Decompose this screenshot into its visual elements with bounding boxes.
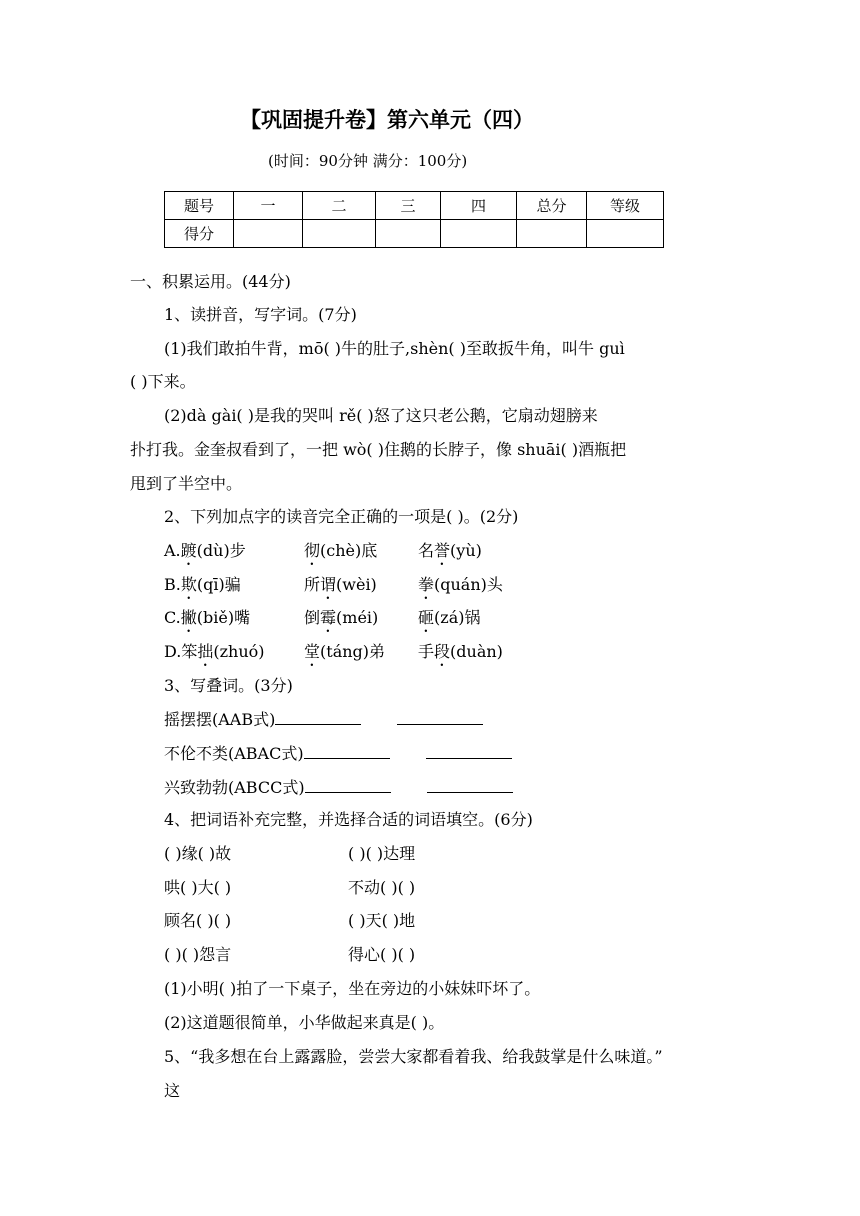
idiom-row — [164, 843, 415, 865]
header-cell: 四 — [441, 192, 517, 220]
question-1-part2-line3: 甩到了半空中。 — [130, 474, 243, 493]
reduplication-label: 不伦不类(ABAC式) — [164, 744, 304, 763]
section-heading: 一、积累运用。(44分) — [130, 272, 291, 291]
header-cell: 二 — [303, 192, 376, 220]
idiom-row — [164, 910, 415, 932]
answer-blank[interactable] — [427, 776, 513, 793]
option-word: 彻(chè)底 — [304, 541, 378, 560]
option-d[interactable] — [164, 641, 503, 670]
idiom-fill[interactable]: ( )缘( )故 — [164, 844, 232, 863]
score-row-label: 得分 — [165, 220, 234, 248]
fill-sentence-2[interactable]: (2)这道题很简单，小华做起来真是( )。 — [164, 1013, 445, 1032]
header-cell: 一 — [234, 192, 303, 220]
option-word: C.撇(biě)嘴 — [164, 608, 251, 627]
idiom-fill[interactable]: ( )( )怨言 — [164, 945, 232, 964]
reduplication-label: 摇摆摆(AAB式) — [164, 710, 276, 729]
header-cell: 三 — [376, 192, 441, 220]
exam-info: (时间：90分钟 满分：100分) — [268, 152, 468, 170]
option-word: 拳(quán)头 — [418, 575, 503, 594]
idiom-fill[interactable]: 哄( )大( ) — [164, 878, 232, 897]
answer-blank[interactable] — [305, 776, 391, 793]
option-word: 砸(zá)锅 — [418, 608, 481, 627]
idiom-row — [164, 877, 415, 899]
score-cell[interactable] — [234, 220, 303, 248]
score-table — [164, 191, 664, 248]
question-5-line1: 5、“我多想在台上露露脸，尝尝大家都看着我、给我鼓掌是什么味道。” — [164, 1047, 663, 1066]
question-1-part1-line1: (1)我们敢拍牛背，mō( )牛的肚子,shèn( )至敢扳牛角，叫牛 guì — [164, 339, 625, 358]
reduplication-item — [164, 742, 512, 765]
score-table-score-row — [165, 220, 664, 248]
reduplication-label: 兴致勃勃(ABCC式) — [164, 778, 305, 797]
question-1-title: 1、读拼音，写字词。(7分) — [164, 305, 357, 324]
idiom-row — [164, 944, 415, 966]
option-word: B.欺(qī)骗 — [164, 575, 241, 594]
option-word: D.笨拙(zhuó) — [164, 642, 265, 661]
option-word: 名誉(yù) — [418, 541, 482, 560]
answer-blank[interactable] — [275, 708, 361, 725]
option-word: 所谓(wèi) — [304, 575, 377, 594]
page-title: 【巩固提升卷】第六单元（四） — [240, 108, 534, 132]
score-table-header-row — [165, 192, 664, 220]
question-4-title: 4、把词语补充完整，并选择合适的词语填空。(6分) — [164, 810, 533, 829]
header-cell: 等级 — [587, 192, 664, 220]
score-cell[interactable] — [441, 220, 517, 248]
option-b[interactable] — [164, 574, 503, 603]
question-5-line2: 这 — [164, 1081, 181, 1100]
idiom-fill[interactable]: ( )( )达理 — [348, 844, 416, 863]
answer-blank[interactable] — [426, 742, 512, 759]
answer-blank[interactable] — [304, 742, 390, 759]
question-1-part2-line2: 扑打我。金奎叔看到了，一把 wò( )住鹅的长脖子，像 shuāi( )酒瓶把 — [130, 440, 627, 459]
answer-blank[interactable] — [397, 708, 483, 725]
header-cell: 总分 — [517, 192, 587, 220]
question-1-part1-line2: ( )下来。 — [130, 372, 196, 391]
option-word: 堂(táng)弟 — [304, 642, 386, 661]
question-2-title: 2、下列加点字的读音完全正确的一项是( )。(2分) — [164, 507, 519, 526]
header-cell: 题号 — [165, 192, 234, 220]
option-word: 手段(duàn) — [418, 642, 503, 661]
option-word: A.踱(dù)步 — [164, 541, 246, 560]
fill-sentence-1[interactable]: (1)小明( )拍了一下桌子，坐在旁边的小妹妹吓坏了。 — [164, 979, 541, 998]
score-cell[interactable] — [587, 220, 664, 248]
reduplication-item — [164, 708, 483, 731]
idiom-fill[interactable]: 不动( )( ) — [348, 878, 416, 897]
score-cell[interactable] — [376, 220, 441, 248]
idiom-fill[interactable]: 得心( )( ) — [348, 945, 416, 964]
score-cell[interactable] — [517, 220, 587, 248]
question-1-part2-line1: (2)dà gài( )是我的哭叫 rě( )怒了这只老公鹅，它扇动翅膀来 — [164, 406, 598, 425]
idiom-fill[interactable]: ( )天( )地 — [348, 911, 416, 930]
option-c[interactable] — [164, 607, 480, 636]
option-word: 倒霉(méi) — [304, 608, 379, 627]
question-3-title: 3、写叠词。(3分) — [164, 676, 293, 695]
idiom-fill[interactable]: 顾名( )( ) — [164, 911, 232, 930]
score-cell[interactable] — [303, 220, 376, 248]
reduplication-item — [164, 776, 513, 799]
option-a[interactable] — [164, 540, 482, 569]
